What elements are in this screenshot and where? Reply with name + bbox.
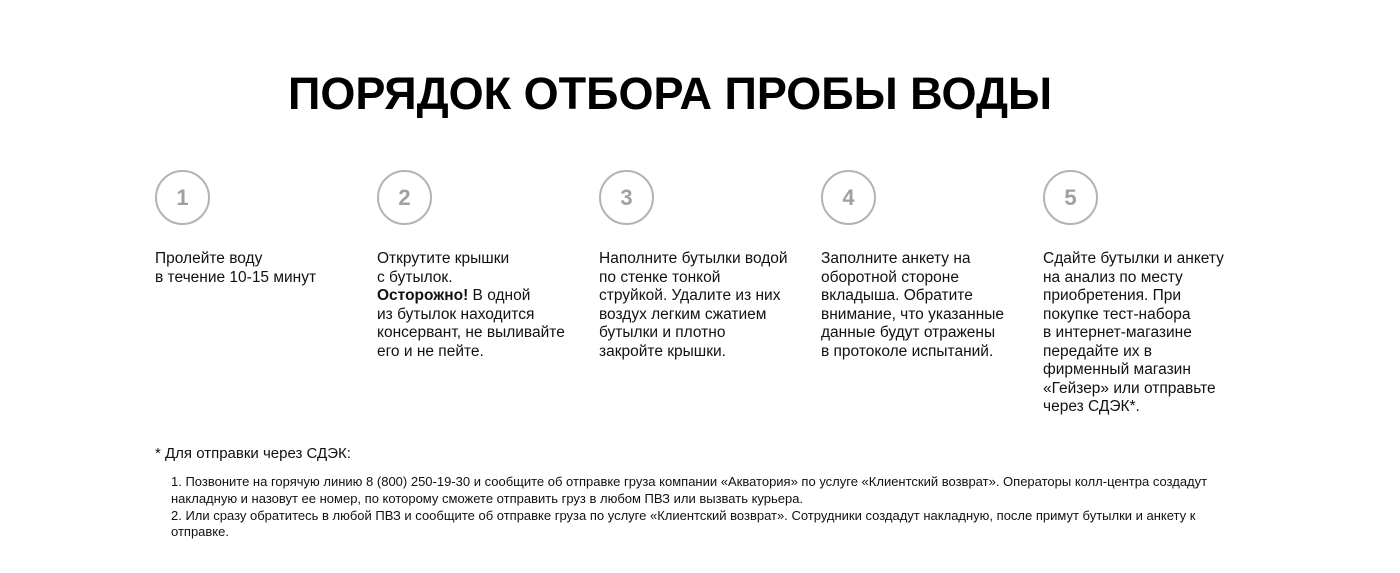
footnote-heading: * Для отправки через СДЭК: — [155, 445, 351, 462]
step-description-intro: Открутите крышки с бутылок. — [377, 250, 510, 286]
step-number-circle: 1 — [155, 170, 210, 225]
step-number-circle: 5 — [1043, 170, 1098, 225]
step-description: Наполните бутылки водой по стенке тонкой струйкой. Удалите из них воздух легким сжатием бутылки и плотно закройте крышки. — [599, 250, 788, 360]
footnote-list — [171, 474, 1231, 541]
footnote-item: 2. Или сразу обратитесь в любой ПВЗ и сообщите об отправке груза по услуге «Клиентский возврат». Сотрудники создадут накладную, после примут бутылки и анкету к отправке. — [171, 507, 1196, 540]
steps-list — [155, 170, 1255, 430]
step-description: Пролейте воду в течение 10-15 минут — [155, 250, 317, 286]
step-1 — [155, 170, 367, 287]
page-title: ПОРЯДОК ОТБОРА ПРОБЫ ВОДЫ — [288, 68, 1053, 119]
step-number-circle: 4 — [821, 170, 876, 225]
step-number-circle: 2 — [377, 170, 432, 225]
step-description: Сдайте бутылки и анкету на анализ по месту приобретения. При покупке тест-набора в интернет-магазине передайте их в фирменный магазин «Гейзер» или отправьте через СДЭК*. — [1043, 250, 1224, 415]
step-description — [377, 250, 589, 361]
step-3 — [599, 170, 811, 361]
step-2 — [377, 170, 589, 361]
warning-label: Осторожно! — [377, 287, 469, 304]
footnote-item: 1. Позвоните на горячую линию 8 (800) 250-19-30 и сообщите об отправке груза компании «Акватория» по услуге «Клиентский возврат». Операторы колл-центра создадут накладную и назовут ее номер, по которому сможете отправить груз в любом ПВЗ или вызвать курьера. — [171, 474, 1208, 506]
step-4 — [821, 170, 1033, 361]
step-description-rest: В одной из бутылок находится консервант, не выливайте его и не пейте. — [377, 287, 565, 360]
step-5 — [1043, 170, 1255, 417]
step-number-circle: 3 — [599, 170, 654, 225]
step-description: Заполните анкету на оборотной стороне вкладыша. Обратите внимание, что указанные данные будут отражены в протоколе испытаний. — [821, 250, 1005, 360]
